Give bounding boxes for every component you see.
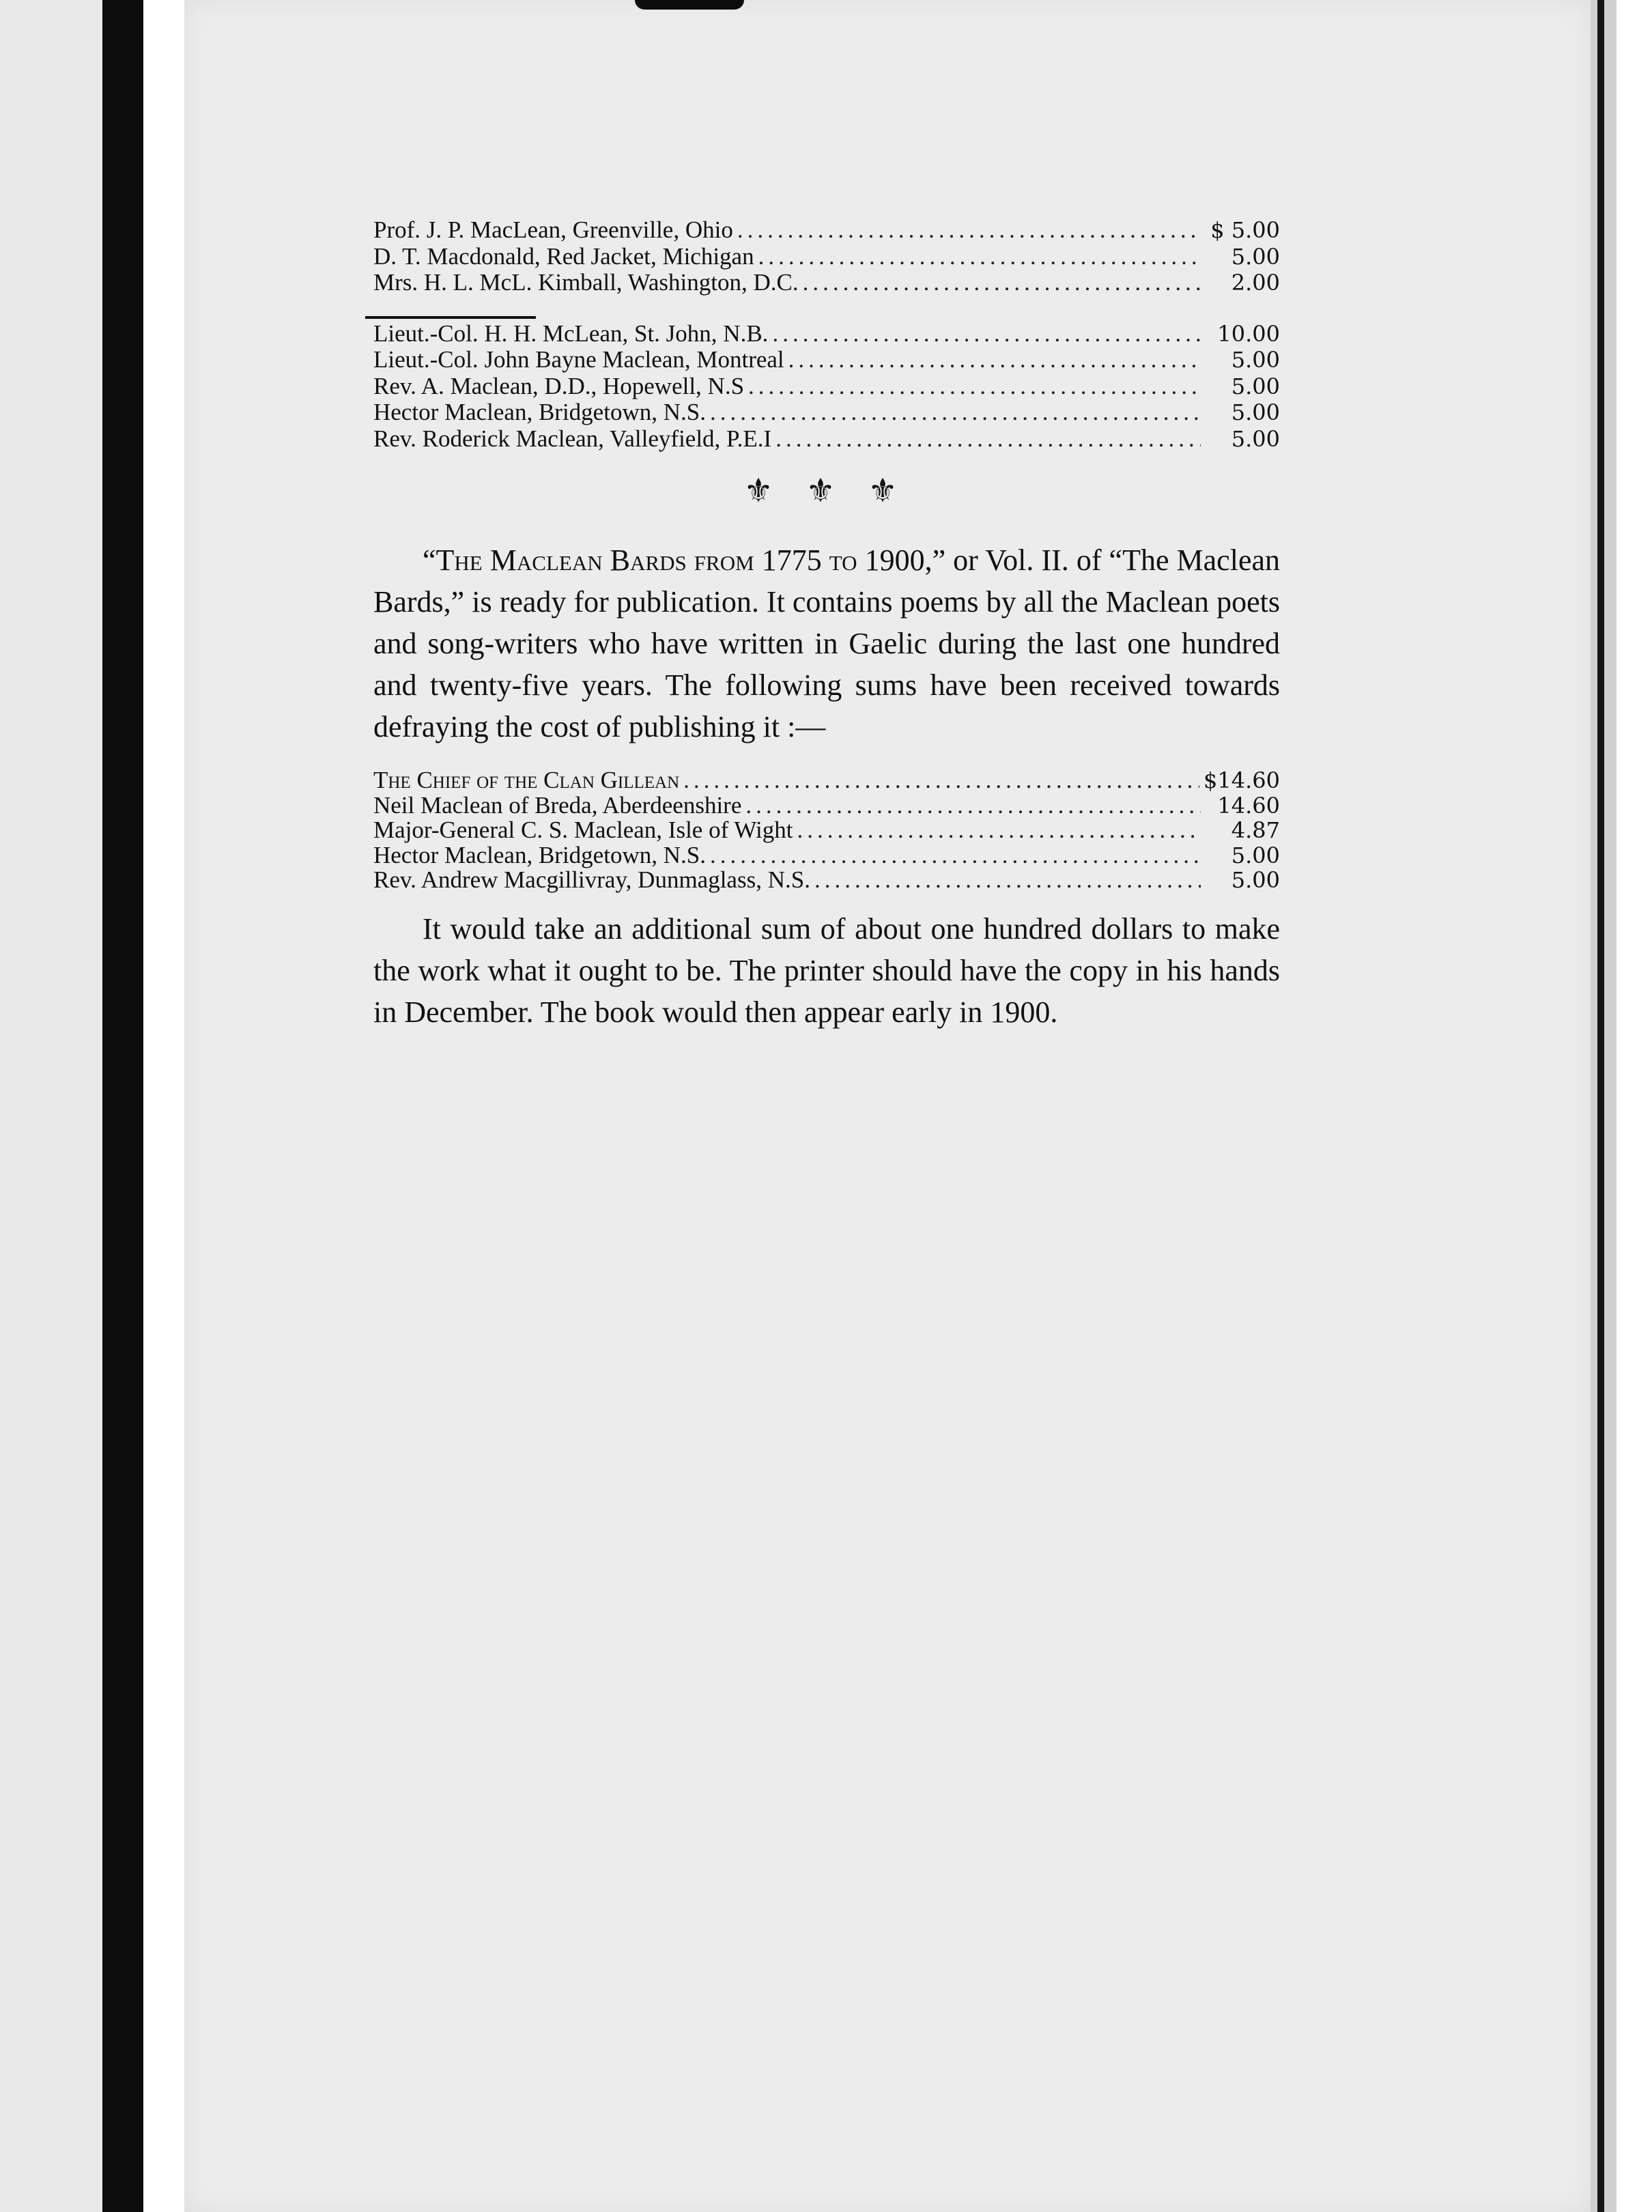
list-item	[373, 373, 1280, 400]
book-title: “The Maclean Bards from 1775 to 1900,”	[423, 543, 946, 577]
previous-page-edge	[0, 0, 143, 2212]
fleur-de-lis-ornament-icon: ⚜ ⚜ ⚜	[743, 473, 910, 509]
subscription-amount: 5.00	[1231, 425, 1280, 452]
donor-name: The Chief of the Clan Gillean	[373, 767, 680, 793]
donor-name: Rev. Andrew Macgillivray, Dunmaglass, N.S.	[373, 866, 810, 893]
dot-leader	[788, 347, 1201, 373]
dot-leader	[683, 768, 1199, 793]
dot-leader	[710, 843, 1201, 868]
subscription-list-b	[373, 321, 1280, 453]
subscriber-name: Lieut.-Col. H. H. McLean, St. John, N.B.	[373, 320, 769, 347]
list-item	[373, 399, 1280, 426]
list-item	[373, 347, 1280, 373]
subscription-amount: 10.00	[1217, 320, 1280, 347]
subscription-list-a	[373, 217, 1280, 296]
announcement-paragraph	[373, 539, 1280, 748]
list-item	[373, 768, 1280, 793]
subscription-amount: 5.00	[1231, 243, 1280, 270]
dot-leader	[775, 426, 1201, 453]
list-item	[373, 321, 1280, 348]
list-item	[373, 818, 1280, 843]
publishing-fund-list	[373, 768, 1280, 893]
list-item	[373, 843, 1280, 868]
list-item	[373, 217, 1280, 244]
subscriber-name: Lieut.-Col. John Bayne Maclean, Montreal	[373, 346, 784, 373]
dot-leader	[758, 244, 1201, 270]
subscription-amount: $ 5.00	[1210, 217, 1280, 243]
donor-name: Neil Maclean of Breda, Aberdeenshire	[373, 791, 742, 819]
subscriber-name: D. T. Macdonald, Red Jacket, Michigan	[373, 242, 754, 270]
page-binding-edge	[1591, 0, 1652, 2212]
dot-leader	[772, 321, 1201, 348]
list-item	[373, 868, 1280, 893]
subscription-amount: 5.00	[1231, 399, 1280, 425]
list-item	[373, 426, 1280, 453]
dot-leader	[710, 399, 1201, 426]
announcement-text: or Vol. II. of “The Maclean Bards,” is ready for publication. It contains poems by all the Maclean poets and song-writers who have written in Gaelic during the last one hundred and twenty-five years. The following sums have been received towards defraying the cost of publishing it :—	[373, 543, 1280, 743]
list-item	[373, 793, 1280, 819]
scan-clip-mark	[635, 0, 744, 10]
donation-amount: 5.00	[1231, 867, 1280, 893]
dot-leader	[803, 270, 1201, 296]
list-item	[373, 244, 1280, 270]
donor-name: Hector Maclean, Bridgetown, N.S.	[373, 841, 706, 868]
donation-amount: $14.60	[1204, 767, 1280, 793]
donor-name: Major-General C. S. Maclean, Isle of Wight	[373, 817, 793, 843]
dot-leader	[814, 868, 1201, 893]
donation-amount: 4.87	[1231, 817, 1280, 843]
subscription-amount: 5.00	[1231, 347, 1280, 373]
subscriber-name: Prof. J. P. MacLean, Greenville, Ohio	[373, 216, 733, 243]
closing-paragraph: It would take an additional sum of about one hundred dollars to make the work what it ought to be. The printer should have the copy in his hands in December. The book would then appear early in 1900.	[373, 911, 1280, 1029]
dot-leader	[748, 373, 1201, 400]
dot-leader	[737, 217, 1201, 244]
section-divider	[365, 316, 536, 319]
subscriber-name: Hector Maclean, Bridgetown, N.S.	[373, 399, 706, 425]
subscriber-name: Rev. A. Maclean, D.D., Hopewell, N.S	[373, 372, 745, 399]
subscription-amount: 2.00	[1231, 270, 1280, 296]
list-item	[373, 270, 1280, 296]
subscriber-name: Mrs. H. L. McL. Kimball, Washington, D.C.	[373, 269, 799, 296]
dot-leader	[745, 793, 1201, 819]
subscriber-name: Rev. Roderick Maclean, Valleyfield, P.E.I	[373, 425, 772, 452]
dot-leader	[797, 818, 1201, 843]
donation-amount: 14.60	[1217, 792, 1280, 819]
page-content	[373, 217, 1280, 1033]
donation-amount: 5.00	[1231, 842, 1280, 868]
subscription-amount: 5.00	[1231, 373, 1280, 399]
